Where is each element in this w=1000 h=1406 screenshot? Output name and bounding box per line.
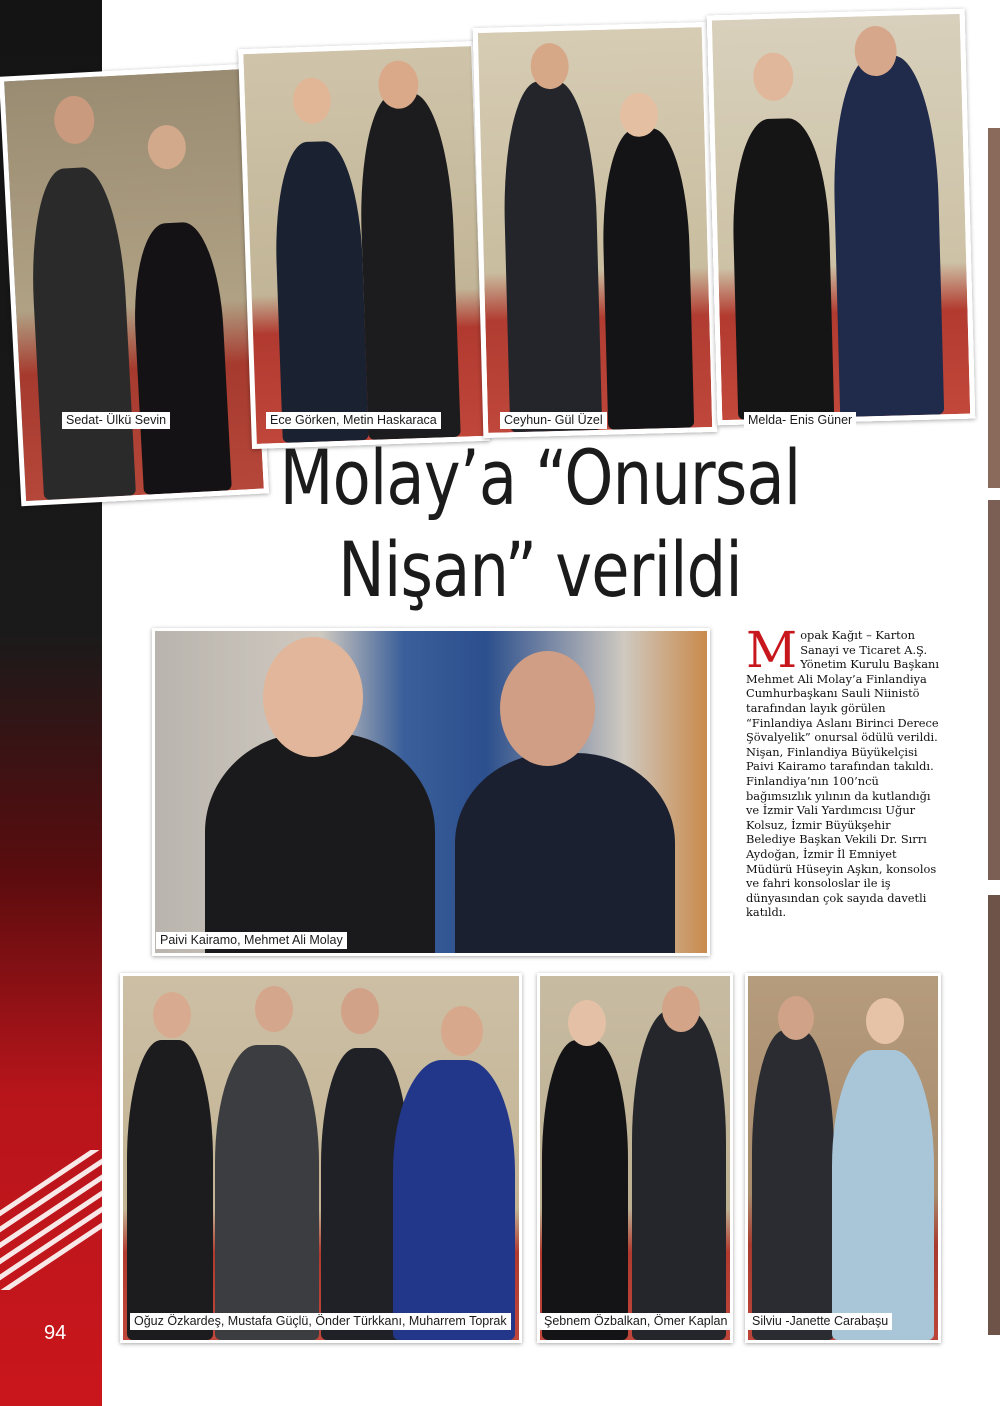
article-headline — [261, 432, 819, 616]
photo-ceyhun-gul-uzel — [473, 22, 718, 438]
photo-silviu-janette-carabasu — [745, 973, 941, 1343]
headline-line-2: Nişan” verildi — [338, 525, 742, 614]
photo-ece-gorken-metin-haskaraca — [238, 41, 490, 449]
photo-melda-enis-guner — [707, 9, 976, 426]
photo-caption: Melda- Enis Güner — [744, 412, 856, 429]
article-dropcap: M — [746, 621, 798, 679]
side-stripes-decoration — [0, 1150, 102, 1290]
page-number: 94 — [44, 1322, 67, 1344]
photo-group-four-men — [120, 973, 522, 1343]
headline-line-1: Molay’a “Onursal — [279, 433, 801, 522]
next-page-photo-edge — [988, 895, 1000, 1335]
photo-caption: Şebnem Özbalkan, Ömer Kaplan — [540, 1313, 731, 1330]
photo-caption: Ece Görken, Metin Haskaraca — [266, 412, 441, 429]
next-page-photo-edge — [988, 500, 1000, 880]
photo-caption: Sedat- Ülkü Sevin — [62, 412, 170, 429]
photo-sebnem-ozbalkan-omer-kaplan — [537, 973, 733, 1343]
photo-caption: Paivi Kairamo, Mehmet Ali Molay — [156, 932, 347, 949]
article-text: opak Kağıt – Karton Sanayi ve Ticaret A.Ş. Yönetim Kurulu Başkanı Mehmet Ali Molay’a Finlandiya Cumhurbaşkanı Sauli Niinistö tarafından layık görülen “Finlandiya Aslanı Birinci Derece Şövalyelik” onursal ödülü verildi. Nişan, Finlandiya Büyükelçisi Paivi Kairamo tarafından takıldı. Finlandiya’nın 100’ncü bağımsızlık yılının da kutlandığı ve İzmir Vali Yardımcısı Uğur Kolsuz, İzmir Büyükşehir Belediye Başkan Vekili Dr. Sırrı Aydoğan, İzmir İl Emniyet Müdürü Hüseyin Aşkın, konsolos ve fahri konsoloslar ile iş dünyasından çok sayıda davetli katıldı. — [746, 628, 939, 920]
next-page-photo-edge — [988, 128, 1000, 488]
photo-caption: Ceyhun- Gül Üzel — [500, 412, 607, 429]
article-body — [746, 621, 942, 920]
photo-caption: Silviu -Janette Carabaşu — [748, 1313, 892, 1330]
photo-sedat-ulku-sevin — [0, 64, 269, 506]
photo-paivi-kairamo-mehmet-ali-molay — [152, 628, 710, 956]
photo-caption: Oğuz Özkardeş, Mustafa Güçlü, Önder Türkkanı, Muharrem Toprak — [130, 1313, 511, 1330]
